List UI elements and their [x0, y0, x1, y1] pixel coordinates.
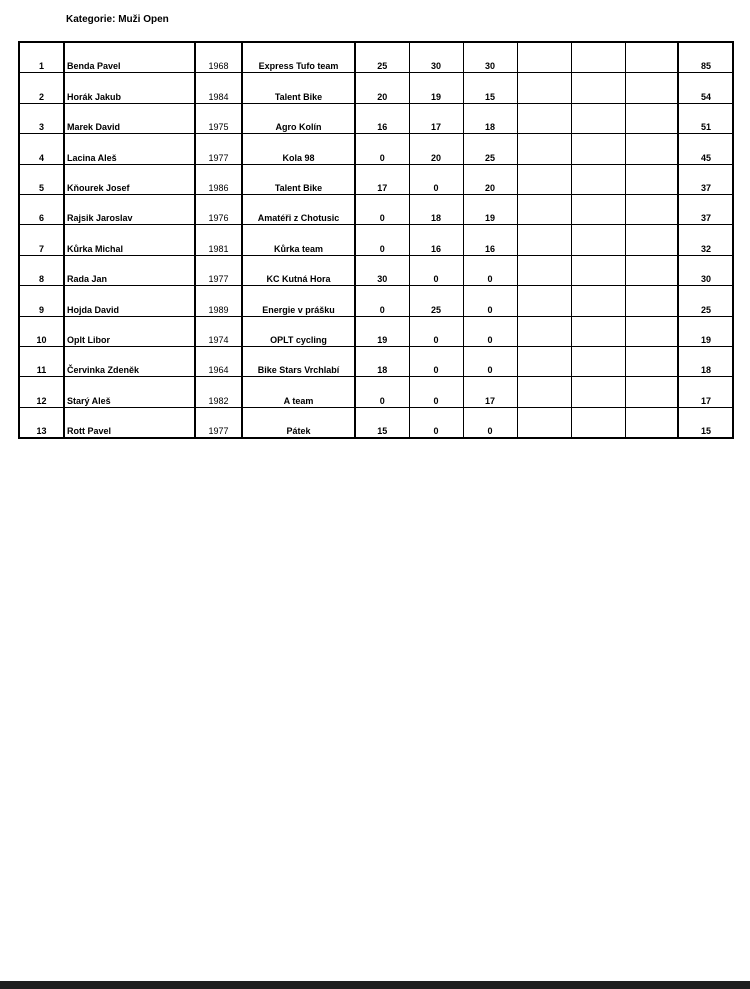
table-row	[19, 407, 733, 438]
total-cell: 37	[678, 164, 733, 194]
team-cell: Talent Bike	[242, 73, 355, 103]
round-6-score-cell	[625, 346, 678, 376]
round-2-score-cell: 0	[409, 407, 463, 438]
table-row	[19, 286, 733, 316]
round-2-score-cell: 0	[409, 316, 463, 346]
table-row	[19, 316, 733, 346]
total-cell: 15	[678, 407, 733, 438]
team-cell: Pátek	[242, 407, 355, 438]
table-row	[19, 103, 733, 133]
round-3-score-cell: 20	[463, 164, 517, 194]
round-4-score-cell	[517, 346, 571, 376]
name-cell: Benda Pavel	[64, 42, 195, 73]
name-cell: Oplt Libor	[64, 316, 195, 346]
round-2-score-cell: 0	[409, 164, 463, 194]
year-cell: 1984	[195, 73, 242, 103]
total-cell: 51	[678, 103, 733, 133]
round-5-score-cell	[571, 164, 625, 194]
round-4-score-cell	[517, 255, 571, 285]
round-3-score-cell: 30	[463, 42, 517, 73]
round-4-score-cell	[517, 103, 571, 133]
round-5-score-cell	[571, 73, 625, 103]
year-cell: 1974	[195, 316, 242, 346]
round-2-score-cell: 0	[409, 346, 463, 376]
round-4-score-cell	[517, 407, 571, 438]
team-cell: Agro Kolín	[242, 103, 355, 133]
team-cell: KC Kutná Hora	[242, 255, 355, 285]
round-3-score-cell: 17	[463, 377, 517, 407]
rank-cell: 10	[19, 316, 64, 346]
page-title: Kategorie: Muži Open	[66, 14, 169, 25]
round-6-score-cell	[625, 164, 678, 194]
name-cell: Lacina Aleš	[64, 134, 195, 164]
team-cell: OPLT cycling	[242, 316, 355, 346]
rank-cell: 3	[19, 103, 64, 133]
round-6-score-cell	[625, 377, 678, 407]
name-cell: Rada Jan	[64, 255, 195, 285]
team-cell: Kola 98	[242, 134, 355, 164]
total-cell: 54	[678, 73, 733, 103]
round-3-score-cell: 0	[463, 407, 517, 438]
team-cell: Kůrka team	[242, 225, 355, 255]
round-5-score-cell	[571, 286, 625, 316]
round-4-score-cell	[517, 316, 571, 346]
total-cell: 45	[678, 134, 733, 164]
name-cell: Starý Aleš	[64, 377, 195, 407]
year-cell: 1977	[195, 255, 242, 285]
table-row	[19, 194, 733, 224]
name-cell: Červinka Zdeněk	[64, 346, 195, 376]
round-4-score-cell	[517, 134, 571, 164]
round-6-score-cell	[625, 255, 678, 285]
round-5-score-cell	[571, 194, 625, 224]
rank-cell: 5	[19, 164, 64, 194]
table-row	[19, 346, 733, 376]
total-cell: 17	[678, 377, 733, 407]
year-cell: 1977	[195, 407, 242, 438]
round-6-score-cell	[625, 73, 678, 103]
round-5-score-cell	[571, 134, 625, 164]
table-row	[19, 377, 733, 407]
round-4-score-cell	[517, 286, 571, 316]
round-5-score-cell	[571, 225, 625, 255]
year-cell: 1981	[195, 225, 242, 255]
round-4-score-cell	[517, 73, 571, 103]
results-body	[19, 42, 733, 438]
year-cell: 1975	[195, 103, 242, 133]
total-cell: 19	[678, 316, 733, 346]
round-6-score-cell	[625, 286, 678, 316]
total-cell: 18	[678, 346, 733, 376]
round-1-score-cell: 18	[355, 346, 409, 376]
round-3-score-cell: 18	[463, 103, 517, 133]
round-6-score-cell	[625, 225, 678, 255]
round-3-score-cell: 0	[463, 346, 517, 376]
round-2-score-cell: 25	[409, 286, 463, 316]
round-2-score-cell: 19	[409, 73, 463, 103]
rank-cell: 4	[19, 134, 64, 164]
team-cell: Amatéři z Chotusic	[242, 194, 355, 224]
year-cell: 1968	[195, 42, 242, 73]
table-row	[19, 225, 733, 255]
team-cell: Energie v prášku	[242, 286, 355, 316]
round-2-score-cell: 0	[409, 255, 463, 285]
rank-cell: 1	[19, 42, 64, 73]
round-3-score-cell: 16	[463, 225, 517, 255]
round-1-score-cell: 19	[355, 316, 409, 346]
total-cell: 85	[678, 42, 733, 73]
year-cell: 1989	[195, 286, 242, 316]
rank-cell: 7	[19, 225, 64, 255]
year-cell: 1977	[195, 134, 242, 164]
round-1-score-cell: 0	[355, 286, 409, 316]
round-5-score-cell	[571, 255, 625, 285]
total-cell: 37	[678, 194, 733, 224]
round-4-score-cell	[517, 194, 571, 224]
round-2-score-cell: 17	[409, 103, 463, 133]
year-cell: 1986	[195, 164, 242, 194]
round-2-score-cell: 30	[409, 42, 463, 73]
round-5-score-cell	[571, 377, 625, 407]
round-2-score-cell: 18	[409, 194, 463, 224]
name-cell: Kůrka Michal	[64, 225, 195, 255]
round-1-score-cell: 25	[355, 42, 409, 73]
rank-cell: 12	[19, 377, 64, 407]
team-cell: Express Tufo team	[242, 42, 355, 73]
round-1-score-cell: 0	[355, 194, 409, 224]
round-6-score-cell	[625, 103, 678, 133]
name-cell: Rajsik Jaroslav	[64, 194, 195, 224]
round-6-score-cell	[625, 42, 678, 73]
name-cell: Rott Pavel	[64, 407, 195, 438]
team-cell: Bike Stars Vrchlabí	[242, 346, 355, 376]
rank-cell: 13	[19, 407, 64, 438]
round-2-score-cell: 0	[409, 377, 463, 407]
round-5-score-cell	[571, 346, 625, 376]
name-cell: Marek David	[64, 103, 195, 133]
round-1-score-cell: 0	[355, 377, 409, 407]
round-6-score-cell	[625, 134, 678, 164]
year-cell: 1976	[195, 194, 242, 224]
round-6-score-cell	[625, 194, 678, 224]
rank-cell: 9	[19, 286, 64, 316]
round-5-score-cell	[571, 407, 625, 438]
round-3-score-cell: 0	[463, 316, 517, 346]
name-cell: Kňourek Josef	[64, 164, 195, 194]
round-4-score-cell	[517, 42, 571, 73]
rank-cell: 2	[19, 73, 64, 103]
round-1-score-cell: 20	[355, 73, 409, 103]
total-cell: 30	[678, 255, 733, 285]
table-row	[19, 42, 733, 73]
round-6-score-cell	[625, 316, 678, 346]
round-4-score-cell	[517, 164, 571, 194]
round-4-score-cell	[517, 377, 571, 407]
round-3-score-cell: 25	[463, 134, 517, 164]
total-cell: 32	[678, 225, 733, 255]
total-cell: 25	[678, 286, 733, 316]
round-1-score-cell: 30	[355, 255, 409, 285]
year-cell: 1982	[195, 377, 242, 407]
round-5-score-cell	[571, 316, 625, 346]
bottom-bar	[0, 981, 750, 989]
round-1-score-cell: 0	[355, 225, 409, 255]
round-3-score-cell: 19	[463, 194, 517, 224]
round-3-score-cell: 0	[463, 255, 517, 285]
round-1-score-cell: 15	[355, 407, 409, 438]
round-4-score-cell	[517, 225, 571, 255]
round-5-score-cell	[571, 103, 625, 133]
name-cell: Horák Jakub	[64, 73, 195, 103]
results-table	[18, 41, 734, 439]
table-row	[19, 255, 733, 285]
round-3-score-cell: 0	[463, 286, 517, 316]
round-2-score-cell: 16	[409, 225, 463, 255]
team-cell: A team	[242, 377, 355, 407]
rank-cell: 8	[19, 255, 64, 285]
rank-cell: 6	[19, 194, 64, 224]
round-2-score-cell: 20	[409, 134, 463, 164]
round-5-score-cell	[571, 42, 625, 73]
team-cell: Talent Bike	[242, 164, 355, 194]
name-cell: Hojda David	[64, 286, 195, 316]
round-1-score-cell: 16	[355, 103, 409, 133]
round-1-score-cell: 0	[355, 134, 409, 164]
table-row	[19, 73, 733, 103]
table-row	[19, 134, 733, 164]
year-cell: 1964	[195, 346, 242, 376]
round-6-score-cell	[625, 407, 678, 438]
round-1-score-cell: 17	[355, 164, 409, 194]
table-row	[19, 164, 733, 194]
rank-cell: 11	[19, 346, 64, 376]
round-3-score-cell: 15	[463, 73, 517, 103]
